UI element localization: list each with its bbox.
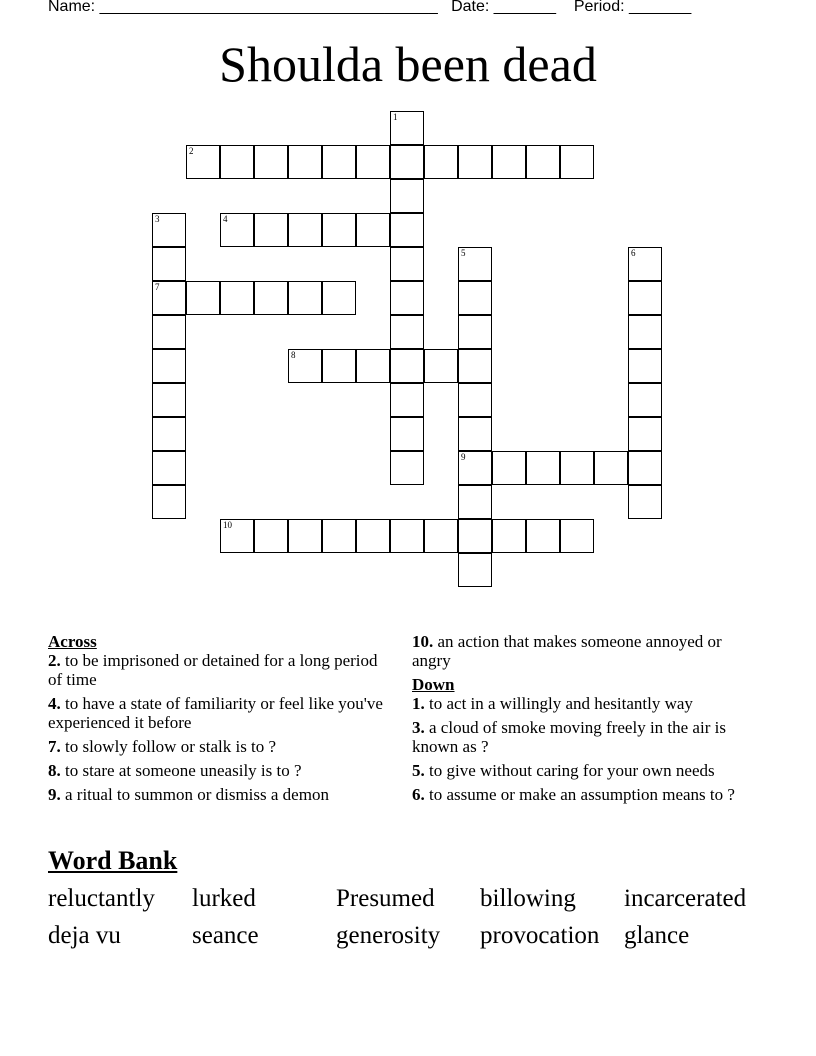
crossword-cell[interactable]: [628, 383, 662, 417]
cell-number: 1: [393, 112, 398, 122]
crossword-cell[interactable]: [458, 553, 492, 587]
date-blank[interactable]: _______: [493, 0, 557, 15]
word-bank-heading: Word Bank: [48, 846, 178, 875]
cell-number: 6: [631, 248, 636, 258]
crossword-cell[interactable]: [560, 451, 594, 485]
crossword-cell[interactable]: [390, 383, 424, 417]
page-title: Shoulda been dead: [219, 36, 597, 92]
word-bank-word: deja vu: [48, 922, 121, 949]
cell-number: 9: [461, 452, 466, 462]
cell-number: 10: [223, 520, 232, 530]
crossword-cell[interactable]: [390, 519, 424, 553]
crossword-cell[interactable]: [458, 247, 492, 281]
crossword-cell[interactable]: [628, 349, 662, 383]
crossword-cell[interactable]: [526, 145, 560, 179]
word-bank-word: provocation: [480, 922, 600, 949]
crossword-cell[interactable]: [594, 451, 628, 485]
crossword-cell[interactable]: [628, 451, 662, 485]
crossword-cell[interactable]: [220, 213, 254, 247]
crossword-cell[interactable]: [424, 519, 458, 553]
crossword-cell[interactable]: [390, 315, 424, 349]
crossword-cell[interactable]: [390, 111, 424, 145]
word-bank-word: incarcerated: [624, 885, 747, 912]
crossword-cell[interactable]: [458, 485, 492, 519]
crossword-cell[interactable]: [288, 519, 322, 553]
crossword-cell[interactable]: [458, 417, 492, 451]
date-label: Date:: [451, 0, 490, 15]
across-heading: Across: [48, 632, 97, 651]
crossword-cell[interactable]: [526, 519, 560, 553]
crossword-cell[interactable]: [322, 213, 356, 247]
clue-across-7: 7. to slowly follow or stalk is to ?: [48, 737, 277, 756]
crossword-cell[interactable]: [356, 145, 390, 179]
crossword-cell[interactable]: [152, 281, 186, 315]
crossword-cell[interactable]: [492, 145, 526, 179]
crossword-cell[interactable]: [152, 485, 186, 519]
crossword-cell[interactable]: [560, 145, 594, 179]
crossword-cell[interactable]: [322, 349, 356, 383]
crossword-cell[interactable]: [356, 213, 390, 247]
crossword-cell[interactable]: [390, 179, 424, 213]
crossword-cell[interactable]: [322, 281, 356, 315]
crossword-cell[interactable]: [424, 145, 458, 179]
crossword-cell[interactable]: [628, 247, 662, 281]
down-heading: Down: [412, 675, 455, 694]
crossword-cell[interactable]: [220, 281, 254, 315]
crossword-cell[interactable]: [186, 145, 220, 179]
word-bank-word: billowing: [480, 885, 576, 912]
crossword-cell[interactable]: [186, 281, 220, 315]
word-bank-word: seance: [192, 922, 259, 949]
crossword-cell[interactable]: [356, 349, 390, 383]
crossword-cell[interactable]: [390, 247, 424, 281]
name-blank[interactable]: ______________________________________: [99, 0, 438, 15]
crossword-cell[interactable]: [288, 213, 322, 247]
crossword-cell[interactable]: [152, 349, 186, 383]
crossword-cell[interactable]: [390, 451, 424, 485]
clue-across-4: 4. to have a state of familiarity or feel like you've experienced it before: [48, 694, 383, 732]
crossword-cell[interactable]: [492, 451, 526, 485]
word-bank-word: glance: [624, 922, 690, 949]
crossword-cell[interactable]: [152, 315, 186, 349]
crossword-cell[interactable]: [628, 417, 662, 451]
word-bank-word: lurked: [192, 885, 256, 912]
clue-down-5: 5. to give without caring for your own needs: [412, 761, 715, 780]
crossword-cell[interactable]: [152, 247, 186, 281]
crossword-cell[interactable]: [628, 485, 662, 519]
clues-right-column: [412, 632, 757, 809]
clue-across-10: 10. an action that makes someone annoyed or angry: [412, 632, 722, 670]
crossword-cell[interactable]: [492, 519, 526, 553]
crossword-cell[interactable]: [254, 145, 288, 179]
crossword-cell[interactable]: [458, 281, 492, 315]
word-bank-word: Presumed: [336, 885, 435, 912]
crossword-cell[interactable]: [322, 145, 356, 179]
clue-down-1: 1. to act in a willingly and hesitantly way: [412, 694, 693, 713]
crossword-cell[interactable]: [220, 145, 254, 179]
crossword-cell[interactable]: [458, 383, 492, 417]
crossword-cell[interactable]: [152, 417, 186, 451]
cell-number: 4: [223, 214, 228, 224]
clues-left-column: [48, 632, 388, 809]
crossword-cell[interactable]: [458, 145, 492, 179]
period-blank[interactable]: _______: [629, 0, 692, 15]
crossword-cell[interactable]: [322, 519, 356, 553]
crossword-cell[interactable]: [288, 145, 322, 179]
word-bank-word: generosity: [336, 922, 441, 949]
period-label: Period:: [573, 0, 625, 15]
cell-number: 3: [155, 214, 160, 224]
crossword-cell[interactable]: [526, 451, 560, 485]
cell-number: 2: [189, 146, 194, 156]
crossword-cell[interactable]: [356, 519, 390, 553]
clue-across-2: 2. to be imprisoned or detained for a long period of time: [48, 651, 378, 689]
crossword-cell[interactable]: [458, 451, 492, 485]
cell-number: 5: [461, 248, 466, 258]
crossword-cell[interactable]: [390, 349, 424, 383]
crossword-cell[interactable]: [220, 519, 254, 553]
clue-down-6: 6. to assume or make an assumption means to ?: [412, 785, 735, 804]
crossword-cell[interactable]: [458, 349, 492, 383]
crossword-cell[interactable]: [390, 145, 424, 179]
clue-across-9: 9. a ritual to summon or dismiss a demon: [48, 785, 329, 804]
crossword-cell[interactable]: [628, 315, 662, 349]
crossword-cell[interactable]: [628, 281, 662, 315]
crossword-cell[interactable]: [390, 281, 424, 315]
crossword-cell[interactable]: [254, 281, 288, 315]
name-label: Name:: [48, 0, 96, 15]
crossword-cell[interactable]: [152, 451, 186, 485]
clue-across-8: 8. to stare at someone uneasily is to ?: [48, 761, 302, 780]
crossword-cell[interactable]: [254, 519, 288, 553]
crossword-cell[interactable]: [254, 213, 288, 247]
crossword-cell[interactable]: [458, 315, 492, 349]
crossword-cell[interactable]: [152, 213, 186, 247]
crossword-cell[interactable]: [152, 383, 186, 417]
crossword-cell[interactable]: [560, 519, 594, 553]
crossword-cell[interactable]: [390, 417, 424, 451]
crossword-cell[interactable]: [288, 281, 322, 315]
crossword-cell[interactable]: [390, 213, 424, 247]
clue-down-3: 3. a cloud of smoke moving freely in the air is known as ?: [412, 718, 726, 756]
word-bank-word: reluctantly: [48, 885, 155, 912]
crossword-cell[interactable]: [424, 349, 458, 383]
crossword-cell[interactable]: [288, 349, 322, 383]
cell-number: 7: [155, 282, 160, 292]
cell-number: 8: [291, 350, 296, 360]
crossword-cell[interactable]: [458, 519, 492, 553]
